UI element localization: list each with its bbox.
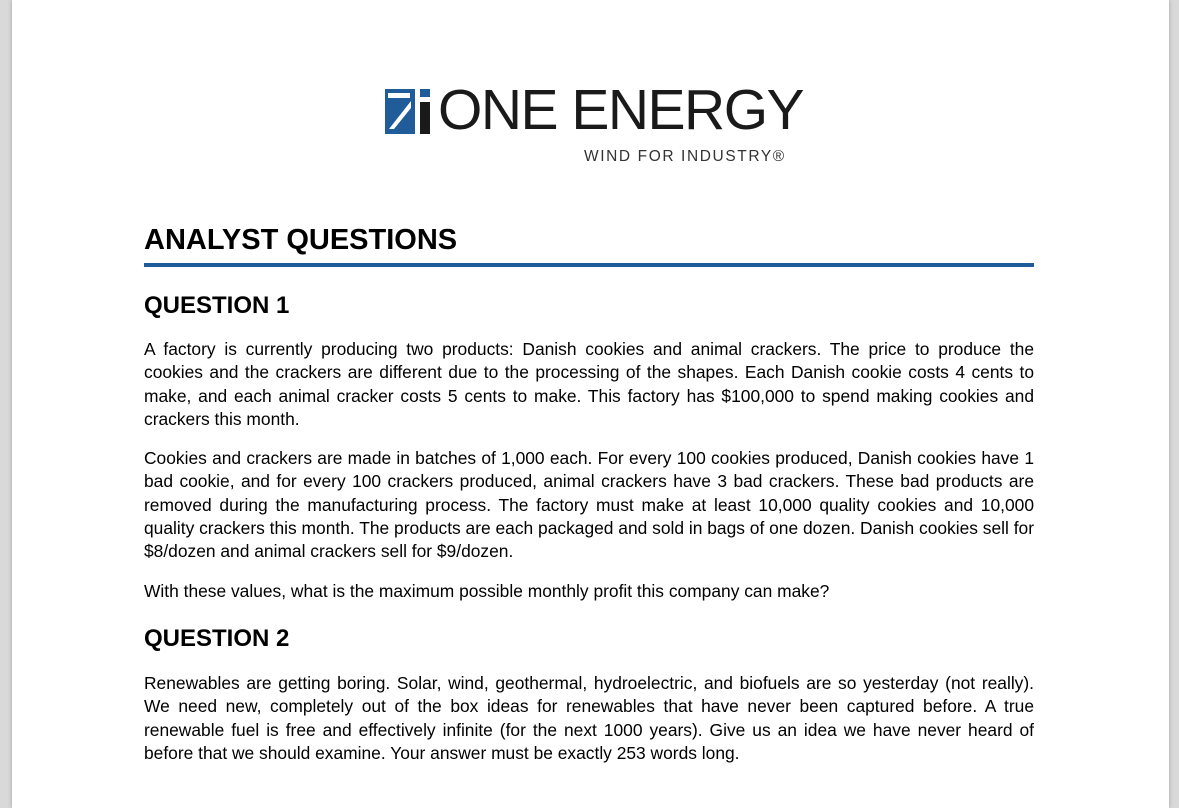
section-heading: ANALYST QUESTIONS <box>144 224 458 256</box>
logo-wordmark: ONE ENERGY <box>438 78 804 142</box>
question-1-paragraph-3: With these values, what is the maximum possible monthly profit this company can make? <box>144 580 830 601</box>
document-page <box>12 0 1169 808</box>
one-energy-logo-mark-icon <box>385 89 431 134</box>
question-1-paragraph-2: Cookies and crackers are made in batches of 1,000 each. For every 100 cookies produced, Danish cookies have 1 bad cookie, and for every 100 crackers produced, animal crackers have 3 bad crackers. These bad products are removed during the manufacturing process. The factory must make at least 10,000 quality cookies and 10,000 quality crackers this month. The products are each packaged and sold in bags of one dozen. Danish cookies sell for $8/dozen and animal crackers sell for $9/dozen. <box>144 448 1035 562</box>
document-content <box>144 222 1034 765</box>
heading-rule <box>144 263 1034 267</box>
question-2-title: QUESTION 2 <box>144 624 290 652</box>
one-energy-logo <box>385 78 815 176</box>
logo-tagline: WIND FOR INDUSTRY® <box>584 148 786 165</box>
question-1-title: QUESTION 1 <box>144 292 290 319</box>
question-1-paragraph-1: A factory is currently producing two products: Danish cookies and animal crackers. The price to produce the cookies and the crackers are different due to the processing of the shapes. Each Danish cookie costs 4 cents to make, and each animal cracker costs 5 cents to make. This factory has $100,000 to spend making cookies and crackers this month. <box>144 339 1034 429</box>
question-2-paragraph-1: Renewables are getting boring. Solar, wind, geothermal, hydroelectric, and biofuels are so yesterday (not really). We need new, completely out of the box ideas for renewables that have never been captured before. A true renewable fuel is free and effectively infinite (for the next 1000 years). Give us an idea we have never heard of before that we should examine. Your answer must be exactly 253 words long. <box>144 672 1034 763</box>
